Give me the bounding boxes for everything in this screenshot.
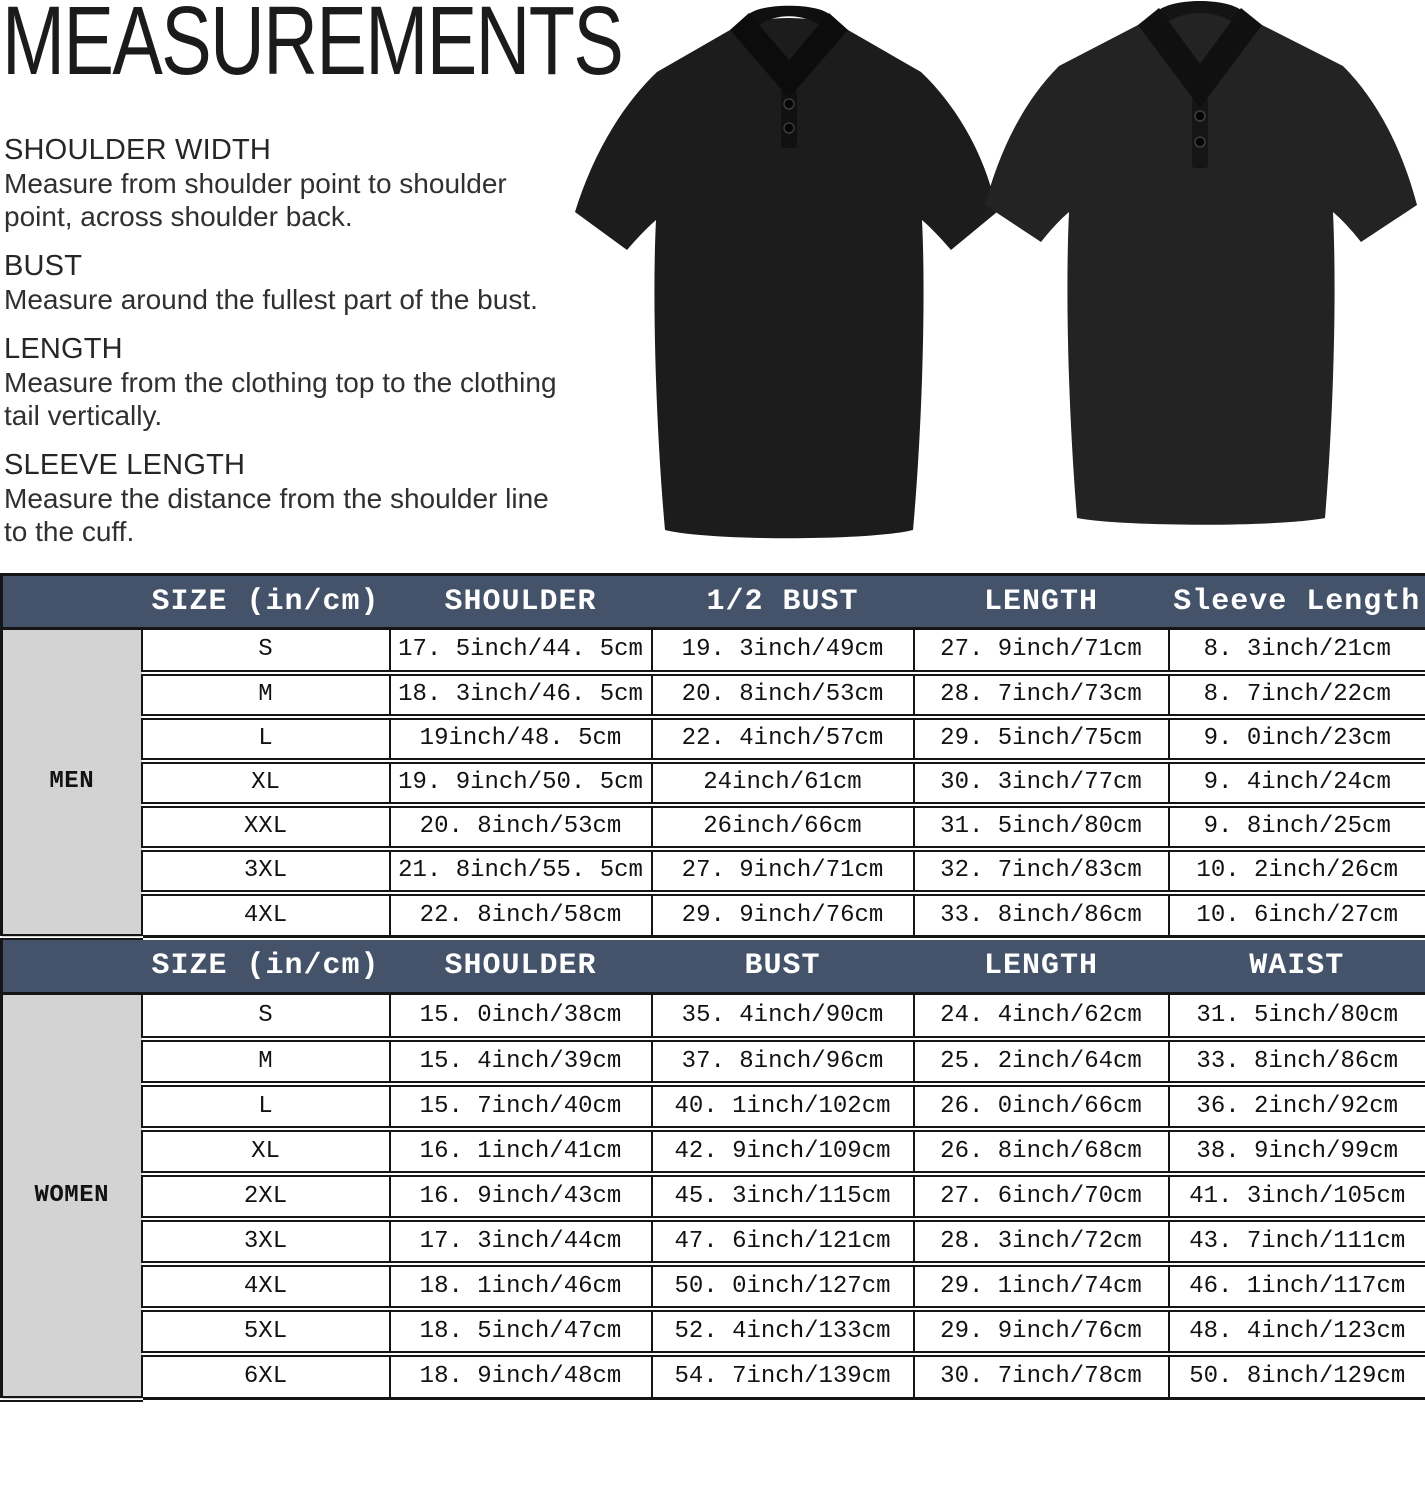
instruction-heading: LENGTH bbox=[4, 333, 123, 365]
size-cell: 4XL bbox=[142, 1264, 390, 1309]
column-header: LENGTH bbox=[914, 575, 1169, 629]
polo-button-icon bbox=[1195, 111, 1205, 121]
measurement-cell: 43. 7inch/111cm bbox=[1169, 1219, 1425, 1264]
measurement-cell: 15. 7inch/40cm bbox=[390, 1084, 652, 1129]
measurement-cell: 52. 4inch/133cm bbox=[652, 1309, 914, 1354]
table-row bbox=[2, 629, 1425, 673]
instruction-body: Measure from shoulder point to shoulder point, across shoulder back. bbox=[4, 168, 507, 232]
column-header: WAIST bbox=[1169, 940, 1425, 994]
header-spacer bbox=[2, 940, 142, 994]
size-cell: M bbox=[142, 673, 390, 717]
size-cell: M bbox=[142, 1039, 390, 1084]
column-header: LENGTH bbox=[914, 940, 1169, 994]
measurement-cell: 31. 5inch/80cm bbox=[914, 805, 1169, 849]
measurement-cell: 29. 9inch/76cm bbox=[652, 893, 914, 937]
measurement-cell: 30. 7inch/78cm bbox=[914, 1354, 1169, 1399]
table-row bbox=[2, 717, 1425, 761]
measurement-cell: 10. 6inch/27cm bbox=[1169, 893, 1425, 937]
table-header-row bbox=[2, 575, 1425, 629]
column-header: SIZE (in/cm) bbox=[142, 575, 390, 629]
measurement-cell: 8. 7inch/22cm bbox=[1169, 673, 1425, 717]
measurement-cell: 45. 3inch/115cm bbox=[652, 1174, 914, 1219]
size-cell: 3XL bbox=[142, 849, 390, 893]
measurement-cell: 10. 2inch/26cm bbox=[1169, 849, 1425, 893]
measurement-cell: 54. 7inch/139cm bbox=[652, 1354, 914, 1399]
size-cell: S bbox=[142, 629, 390, 673]
instruction-body: Measure around the fullest part of the bust. bbox=[4, 284, 538, 315]
instruction-shoulder-width bbox=[4, 134, 572, 233]
measurement-cell: 17. 5inch/44. 5cm bbox=[390, 629, 652, 673]
measurement-cell: 48. 4inch/123cm bbox=[1169, 1309, 1425, 1354]
measurement-cell: 18. 3inch/46. 5cm bbox=[390, 673, 652, 717]
measurement-cell: 19. 3inch/49cm bbox=[652, 629, 914, 673]
measurement-cell: 17. 3inch/44cm bbox=[390, 1219, 652, 1264]
measurement-cell: 20. 8inch/53cm bbox=[652, 673, 914, 717]
measurement-cell: 37. 8inch/96cm bbox=[652, 1039, 914, 1084]
instruction-heading: SLEEVE LENGTH bbox=[4, 449, 246, 481]
measurement-cell: 30. 3inch/77cm bbox=[914, 761, 1169, 805]
table-row bbox=[2, 849, 1425, 893]
size-cell: 3XL bbox=[142, 1219, 390, 1264]
measurement-cell: 19. 9inch/50. 5cm bbox=[390, 761, 652, 805]
measurement-cell: 24. 4inch/62cm bbox=[914, 994, 1169, 1039]
measurement-cell: 16. 1inch/41cm bbox=[390, 1129, 652, 1174]
size-cell: 5XL bbox=[142, 1309, 390, 1354]
measurement-cell: 27. 9inch/71cm bbox=[652, 849, 914, 893]
column-header: BUST bbox=[652, 940, 914, 994]
table-row bbox=[2, 1354, 1425, 1399]
measurement-cell: 15. 4inch/39cm bbox=[390, 1039, 652, 1084]
size-cell: L bbox=[142, 717, 390, 761]
page-title: MEASUREMENTS bbox=[2, 0, 623, 95]
measurement-cell: 29. 5inch/75cm bbox=[914, 717, 1169, 761]
measurement-cell: 21. 8inch/55. 5cm bbox=[390, 849, 652, 893]
instruction-bust bbox=[4, 250, 572, 316]
size-tables bbox=[0, 573, 1425, 1402]
table-row bbox=[2, 761, 1425, 805]
measurement-cell: 33. 8inch/86cm bbox=[1169, 1039, 1425, 1084]
measurement-cell: 26. 0inch/66cm bbox=[914, 1084, 1169, 1129]
instruction-body: Measure from the clothing top to the clothing tail vertically. bbox=[4, 367, 557, 431]
instruction-sleeve-length bbox=[4, 449, 572, 548]
instruction-heading: SHOULDER WIDTH bbox=[4, 134, 272, 166]
polo-button-icon bbox=[1195, 137, 1205, 147]
measurement-cell: 42. 9inch/109cm bbox=[652, 1129, 914, 1174]
measurement-cell: 50. 0inch/127cm bbox=[652, 1264, 914, 1309]
mens-polo-image bbox=[975, 0, 1425, 525]
measurement-cell: 19inch/48. 5cm bbox=[390, 717, 652, 761]
measurement-cell: 9. 0inch/23cm bbox=[1169, 717, 1425, 761]
table-row bbox=[2, 1219, 1425, 1264]
table-row bbox=[2, 1174, 1425, 1219]
size-cell: L bbox=[142, 1084, 390, 1129]
column-header: SHOULDER bbox=[390, 940, 652, 994]
measurement-cell: 28. 3inch/72cm bbox=[914, 1219, 1169, 1264]
table-row bbox=[2, 994, 1425, 1039]
measurement-cell: 46. 1inch/117cm bbox=[1169, 1264, 1425, 1309]
table-row bbox=[2, 1309, 1425, 1354]
table-header-row bbox=[2, 940, 1425, 994]
measurement-cell: 9. 8inch/25cm bbox=[1169, 805, 1425, 849]
instruction-length bbox=[4, 333, 572, 432]
measurement-cell: 22. 8inch/58cm bbox=[390, 893, 652, 937]
hero-section bbox=[0, 0, 1425, 573]
measurement-cell: 38. 9inch/99cm bbox=[1169, 1129, 1425, 1174]
measurement-cell: 24inch/61cm bbox=[652, 761, 914, 805]
measurement-cell: 25. 2inch/64cm bbox=[914, 1039, 1169, 1084]
measurement-cell: 40. 1inch/102cm bbox=[652, 1084, 914, 1129]
measurement-cell: 22. 4inch/57cm bbox=[652, 717, 914, 761]
size-cell: 4XL bbox=[142, 893, 390, 937]
polo-button-icon bbox=[784, 123, 794, 133]
group-label: WOMEN bbox=[2, 994, 142, 1399]
instruction-heading: BUST bbox=[4, 250, 83, 282]
column-header: SHOULDER bbox=[390, 575, 652, 629]
header-spacer bbox=[2, 575, 142, 629]
table-row bbox=[2, 1129, 1425, 1174]
polo-button-icon bbox=[784, 99, 794, 109]
column-header: 1/2 BUST bbox=[652, 575, 914, 629]
instruction-body: Measure the distance from the shoulder line to the cuff. bbox=[4, 483, 549, 547]
column-header: Sleeve Length bbox=[1169, 575, 1425, 629]
size-cell: XL bbox=[142, 761, 390, 805]
measurement-cell: 41. 3inch/105cm bbox=[1169, 1174, 1425, 1219]
measurement-cell: 18. 5inch/47cm bbox=[390, 1309, 652, 1354]
measurement-cell: 26. 8inch/68cm bbox=[914, 1129, 1169, 1174]
measurement-cell: 18. 9inch/48cm bbox=[390, 1354, 652, 1399]
table-row bbox=[2, 805, 1425, 849]
table-row bbox=[2, 1264, 1425, 1309]
measurement-cell: 15. 0inch/38cm bbox=[390, 994, 652, 1039]
table-row bbox=[2, 673, 1425, 717]
measurement-cell: 27. 6inch/70cm bbox=[914, 1174, 1169, 1219]
men-size-table bbox=[0, 573, 1425, 940]
measurement-cell: 32. 7inch/83cm bbox=[914, 849, 1169, 893]
table-row bbox=[2, 893, 1425, 937]
measurement-cell: 9. 4inch/24cm bbox=[1169, 761, 1425, 805]
size-cell: 6XL bbox=[142, 1354, 390, 1399]
measurement-cell: 29. 9inch/76cm bbox=[914, 1309, 1169, 1354]
women-size-table bbox=[0, 940, 1425, 1402]
measurement-cell: 36. 2inch/92cm bbox=[1169, 1084, 1425, 1129]
size-cell: S bbox=[142, 994, 390, 1039]
measurement-cell: 31. 5inch/80cm bbox=[1169, 994, 1425, 1039]
size-cell: XL bbox=[142, 1129, 390, 1174]
measurement-cell: 35. 4inch/90cm bbox=[652, 994, 914, 1039]
measurement-cell: 33. 8inch/86cm bbox=[914, 893, 1169, 937]
measurement-cell: 27. 9inch/71cm bbox=[914, 629, 1169, 673]
measurement-cell: 47. 6inch/121cm bbox=[652, 1219, 914, 1264]
measurement-cell: 50. 8inch/129cm bbox=[1169, 1354, 1425, 1399]
table-row bbox=[2, 1039, 1425, 1084]
size-cell: XXL bbox=[142, 805, 390, 849]
measurement-cell: 18. 1inch/46cm bbox=[390, 1264, 652, 1309]
measurement-cell: 29. 1inch/74cm bbox=[914, 1264, 1169, 1309]
measurement-cell: 28. 7inch/73cm bbox=[914, 673, 1169, 717]
group-label: MEN bbox=[2, 629, 142, 937]
size-cell: 2XL bbox=[142, 1174, 390, 1219]
womens-polo-image bbox=[557, 0, 1002, 545]
measurement-cell: 8. 3inch/21cm bbox=[1169, 629, 1425, 673]
measurement-instructions bbox=[4, 134, 572, 565]
measurement-cell: 20. 8inch/53cm bbox=[390, 805, 652, 849]
table-row bbox=[2, 1084, 1425, 1129]
column-header: SIZE (in/cm) bbox=[142, 940, 390, 994]
measurement-cell: 16. 9inch/43cm bbox=[390, 1174, 652, 1219]
measurement-cell: 26inch/66cm bbox=[652, 805, 914, 849]
